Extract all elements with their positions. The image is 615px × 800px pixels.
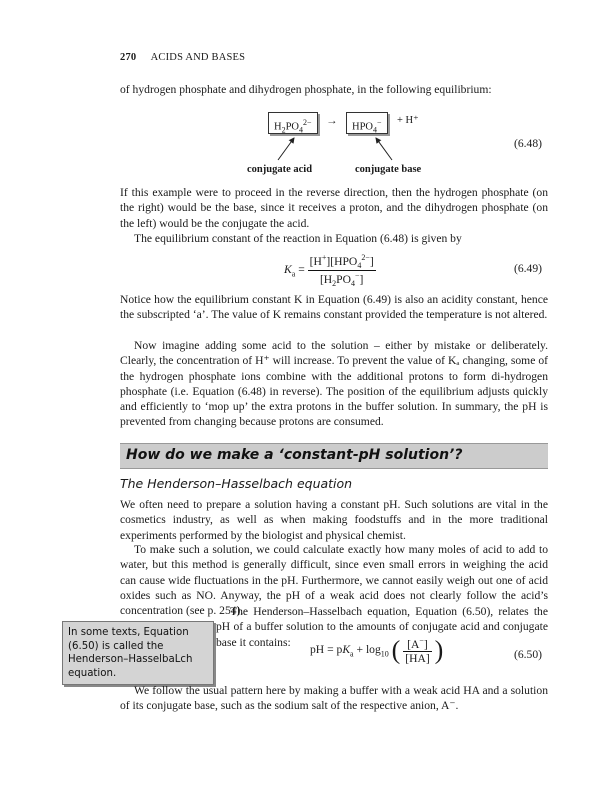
equation-649: $K_a$ = $\frac{[H^+][HPO_4^{2-}]}{[H_2PO_4^-]}$	[284, 253, 374, 289]
base-pointer-arrow	[376, 138, 392, 160]
pointer-arrows	[270, 132, 410, 162]
section-heading-bar	[120, 443, 548, 469]
margin-note: In some texts, Equation (6.50) is called the Henderson–HasselbaLch equation.	[62, 621, 214, 685]
paragraph-intro: of hydrogen phosphate and dihydrogen phosphate, in the following equilibrium:	[120, 83, 492, 96]
label-conjugate-acid: conjugate acid	[247, 164, 313, 175]
paragraph-make: To make such a solution, we could calculate exactly how many moles of acid to add to water, but this method is generally difficult, since even small errors in weighing the acid can cause wide fluctuations in the pH. Furthermore, we cannot easily weigh out one of acid oxides such as NO. Anyway, the pH of a weak acid does not clearly follow the acid’s concentration (see p. 254).	[120, 543, 548, 618]
label-conjugate-base: conjugate base	[355, 164, 422, 175]
paragraph-constant: The equilibrium constant of the reaction in Equation (6.48) is given by	[134, 232, 462, 245]
subsection-heading: The Henderson–Hasselbach equation	[120, 476, 353, 491]
paragraph-henderson-hasselbach: The Henderson–Hasselbach equation, Equation (6.50), relates the pH of a buffer solution to the amounts of conjugate acid and conjugate base it contains:	[216, 605, 548, 649]
h2po4-box: $H_2PO_4^{2-}$	[268, 112, 318, 134]
running-header	[120, 52, 245, 63]
hpo4-box: $HPO_4^-$	[346, 112, 388, 134]
equation-number-650: (6.50)	[514, 648, 543, 661]
running-title: ACIDS AND BASES	[150, 52, 246, 63]
section-heading: How do we make a ‘constant-pH solution’?	[126, 447, 463, 463]
reaction-arrow: →	[326, 114, 338, 127]
paragraph-notice: Notice how the equilibrium constant K in Equation (6.49) is also an acidity constant, hence the subscripted ‘a’. The value of K remains constant provided the temperature is not altered.	[120, 293, 548, 322]
paragraph-need: We often need to prepare a solution having a constant pH. Such solutions are vital in the cosmetics industry, as well as when making foodstuffs and in the more traditional experiments performed by the biologist and physical chemist.	[120, 498, 548, 542]
equation-650: pH = $pK_a + \log_{10}$ ( $\frac{[A^-]}{[HA]}$ )	[310, 635, 444, 665]
paragraph-reverse: If this example were to proceed in the reverse direction, then the hydrogen phosphate (on the right) would be the base, since it receives a proton, and the dihydrogen phosphate (on the left) would be the conjugate the acid.	[120, 186, 548, 230]
page-number: 270	[120, 52, 137, 63]
equation-number-649: (6.49)	[514, 262, 543, 275]
equation-number-648: (6.48)	[514, 137, 543, 150]
paragraph-imagine: Now imagine adding some acid to the solution – either by mistake or deliberately. Clearly, the concentration of H⁺ will increase. To prevent the value of Kₐ changing, some of the hydrogen phosphate ions combine with the additional protons to form di-hydrogen phosphate (i.e. Equation (6.48) in reverse). The position of the equilibrium adjusts quickly and efficiently to ‘mop up’ the extra protons in the buffer solution. In summary, the pH is prevented from changing because protons are consumed.	[120, 339, 548, 429]
paragraph-follow: We follow the usual pattern here by making a buffer with a weak acid HA and a solution of its conjugate base, such as the sodium salt of the respective anion, A⁻.	[120, 684, 548, 713]
plus-proton: + H⁺	[397, 115, 419, 126]
acid-pointer-arrow	[278, 138, 294, 160]
